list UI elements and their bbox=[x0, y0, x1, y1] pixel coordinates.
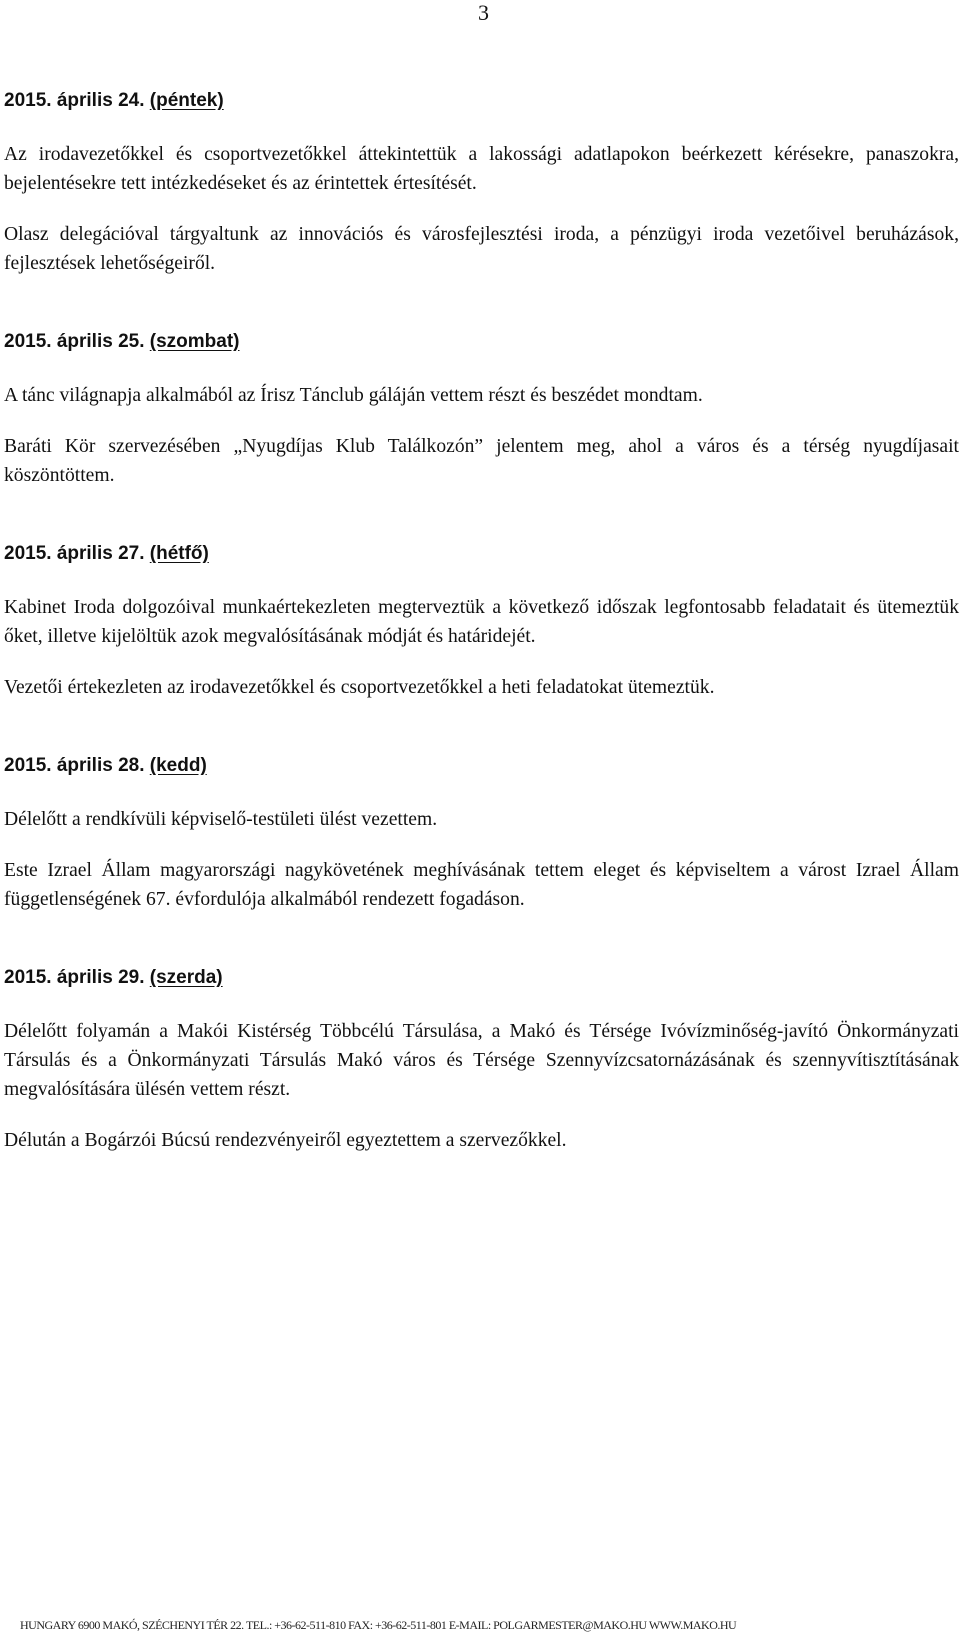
entry-weekday: (hétfő) bbox=[149, 543, 209, 564]
entry-date: 2015. április 29. bbox=[4, 967, 145, 988]
diary-entry-2015-04-27 bbox=[4, 539, 959, 702]
entry-paragraph: A tánc világnapja alkalmából az Írisz Tánclub gáláján vettem részt és beszédet mondtam. bbox=[4, 385, 703, 406]
diary-entry-2015-04-25 bbox=[4, 327, 959, 490]
entry-paragraph: Kabinet Iroda dolgozóival munkaértekezleten megterveztük a következő időszak legfontosabb feladatait és ütemeztük őket, illetve kijelöltük azok megvalósításának módját és határidejét. bbox=[4, 597, 959, 647]
entry-date: 2015. április 28. bbox=[4, 755, 145, 776]
entry-date-heading bbox=[4, 327, 959, 357]
entry-weekday: (kedd) bbox=[149, 755, 207, 776]
entry-paragraph: Olasz delegációval tárgyaltunk az innovációs és városfejlesztési iroda, a pénzügyi iroda vezetőivel beruházások, fejlesztések lehetőségeiről. bbox=[4, 224, 959, 274]
page-footer-contact: HUNGARY 6900 MAKÓ, SZÉCHENYI TÉR 22. TEL.: +36-62-511-810 FAX: +36-62-511-801 E-MAIL: POLGARMESTER@MAKO.HU WWW.MAKO.HU bbox=[20, 1618, 737, 1632]
entry-date: 2015. április 25. bbox=[4, 331, 145, 352]
page-number: 3 bbox=[478, 0, 489, 25]
entry-paragraph: Baráti Kör szervezésében „Nyugdíjas Klub Találkozón” jelentem meg, ahol a város és a térség nyugdíjasait köszöntöttem. bbox=[4, 436, 959, 486]
diary-entry-2015-04-24 bbox=[4, 86, 959, 278]
entry-paragraph: Délután a Bogárzói Búcsú rendezvényeiről egyeztettem a szervezőkkel. bbox=[4, 1130, 567, 1151]
document-body bbox=[4, 86, 959, 1155]
entry-weekday: (péntek) bbox=[149, 90, 224, 111]
entry-date-heading bbox=[4, 539, 959, 569]
entry-date-heading bbox=[4, 86, 959, 116]
entry-date: 2015. április 27. bbox=[4, 543, 145, 564]
entry-paragraph: Este Izrael Állam magyarországi nagykövetének meghívásának tettem eleget és képviseltem a várost Izrael Állam függetlenségének 67. évfordulója alkalmából rendezett fogadáson. bbox=[4, 860, 959, 910]
entry-paragraph: Délelőtt folyamán a Makói Kistérség Többcélú Társulása, a Makó és Térsége Ivóvízminőség-javító Önkormányzati Társulás és a Önkormányzati Társulás Makó város és Térsége Szennyvízcsatornázásának és szennyvítisztításának megvalósítására ülésén vettem részt. bbox=[4, 1021, 959, 1100]
entry-weekday: (szerda) bbox=[149, 967, 223, 988]
diary-entry-2015-04-28 bbox=[4, 751, 959, 914]
entry-weekday: (szombat) bbox=[149, 331, 240, 352]
entry-paragraph: Délelőtt a rendkívüli képviselő-testületi ülést vezettem. bbox=[4, 809, 438, 830]
entry-paragraph: Vezetői értekezleten az irodavezetőkkel és csoportvezetőkkel a heti feladatokat ütemeztük. bbox=[4, 677, 715, 698]
entry-date-heading bbox=[4, 963, 959, 993]
diary-entry-2015-04-29 bbox=[4, 963, 959, 1155]
entry-paragraph: Az irodavezetőkkel és csoportvezetőkkel áttekintettük a lakossági adatlapokon beérkezett kérésekre, panaszokra, bejelentésekre tett intézkedéseket és az érintettek értesítését. bbox=[4, 144, 959, 194]
entry-date-heading bbox=[4, 751, 959, 781]
entry-date: 2015. április 24. bbox=[4, 90, 145, 111]
